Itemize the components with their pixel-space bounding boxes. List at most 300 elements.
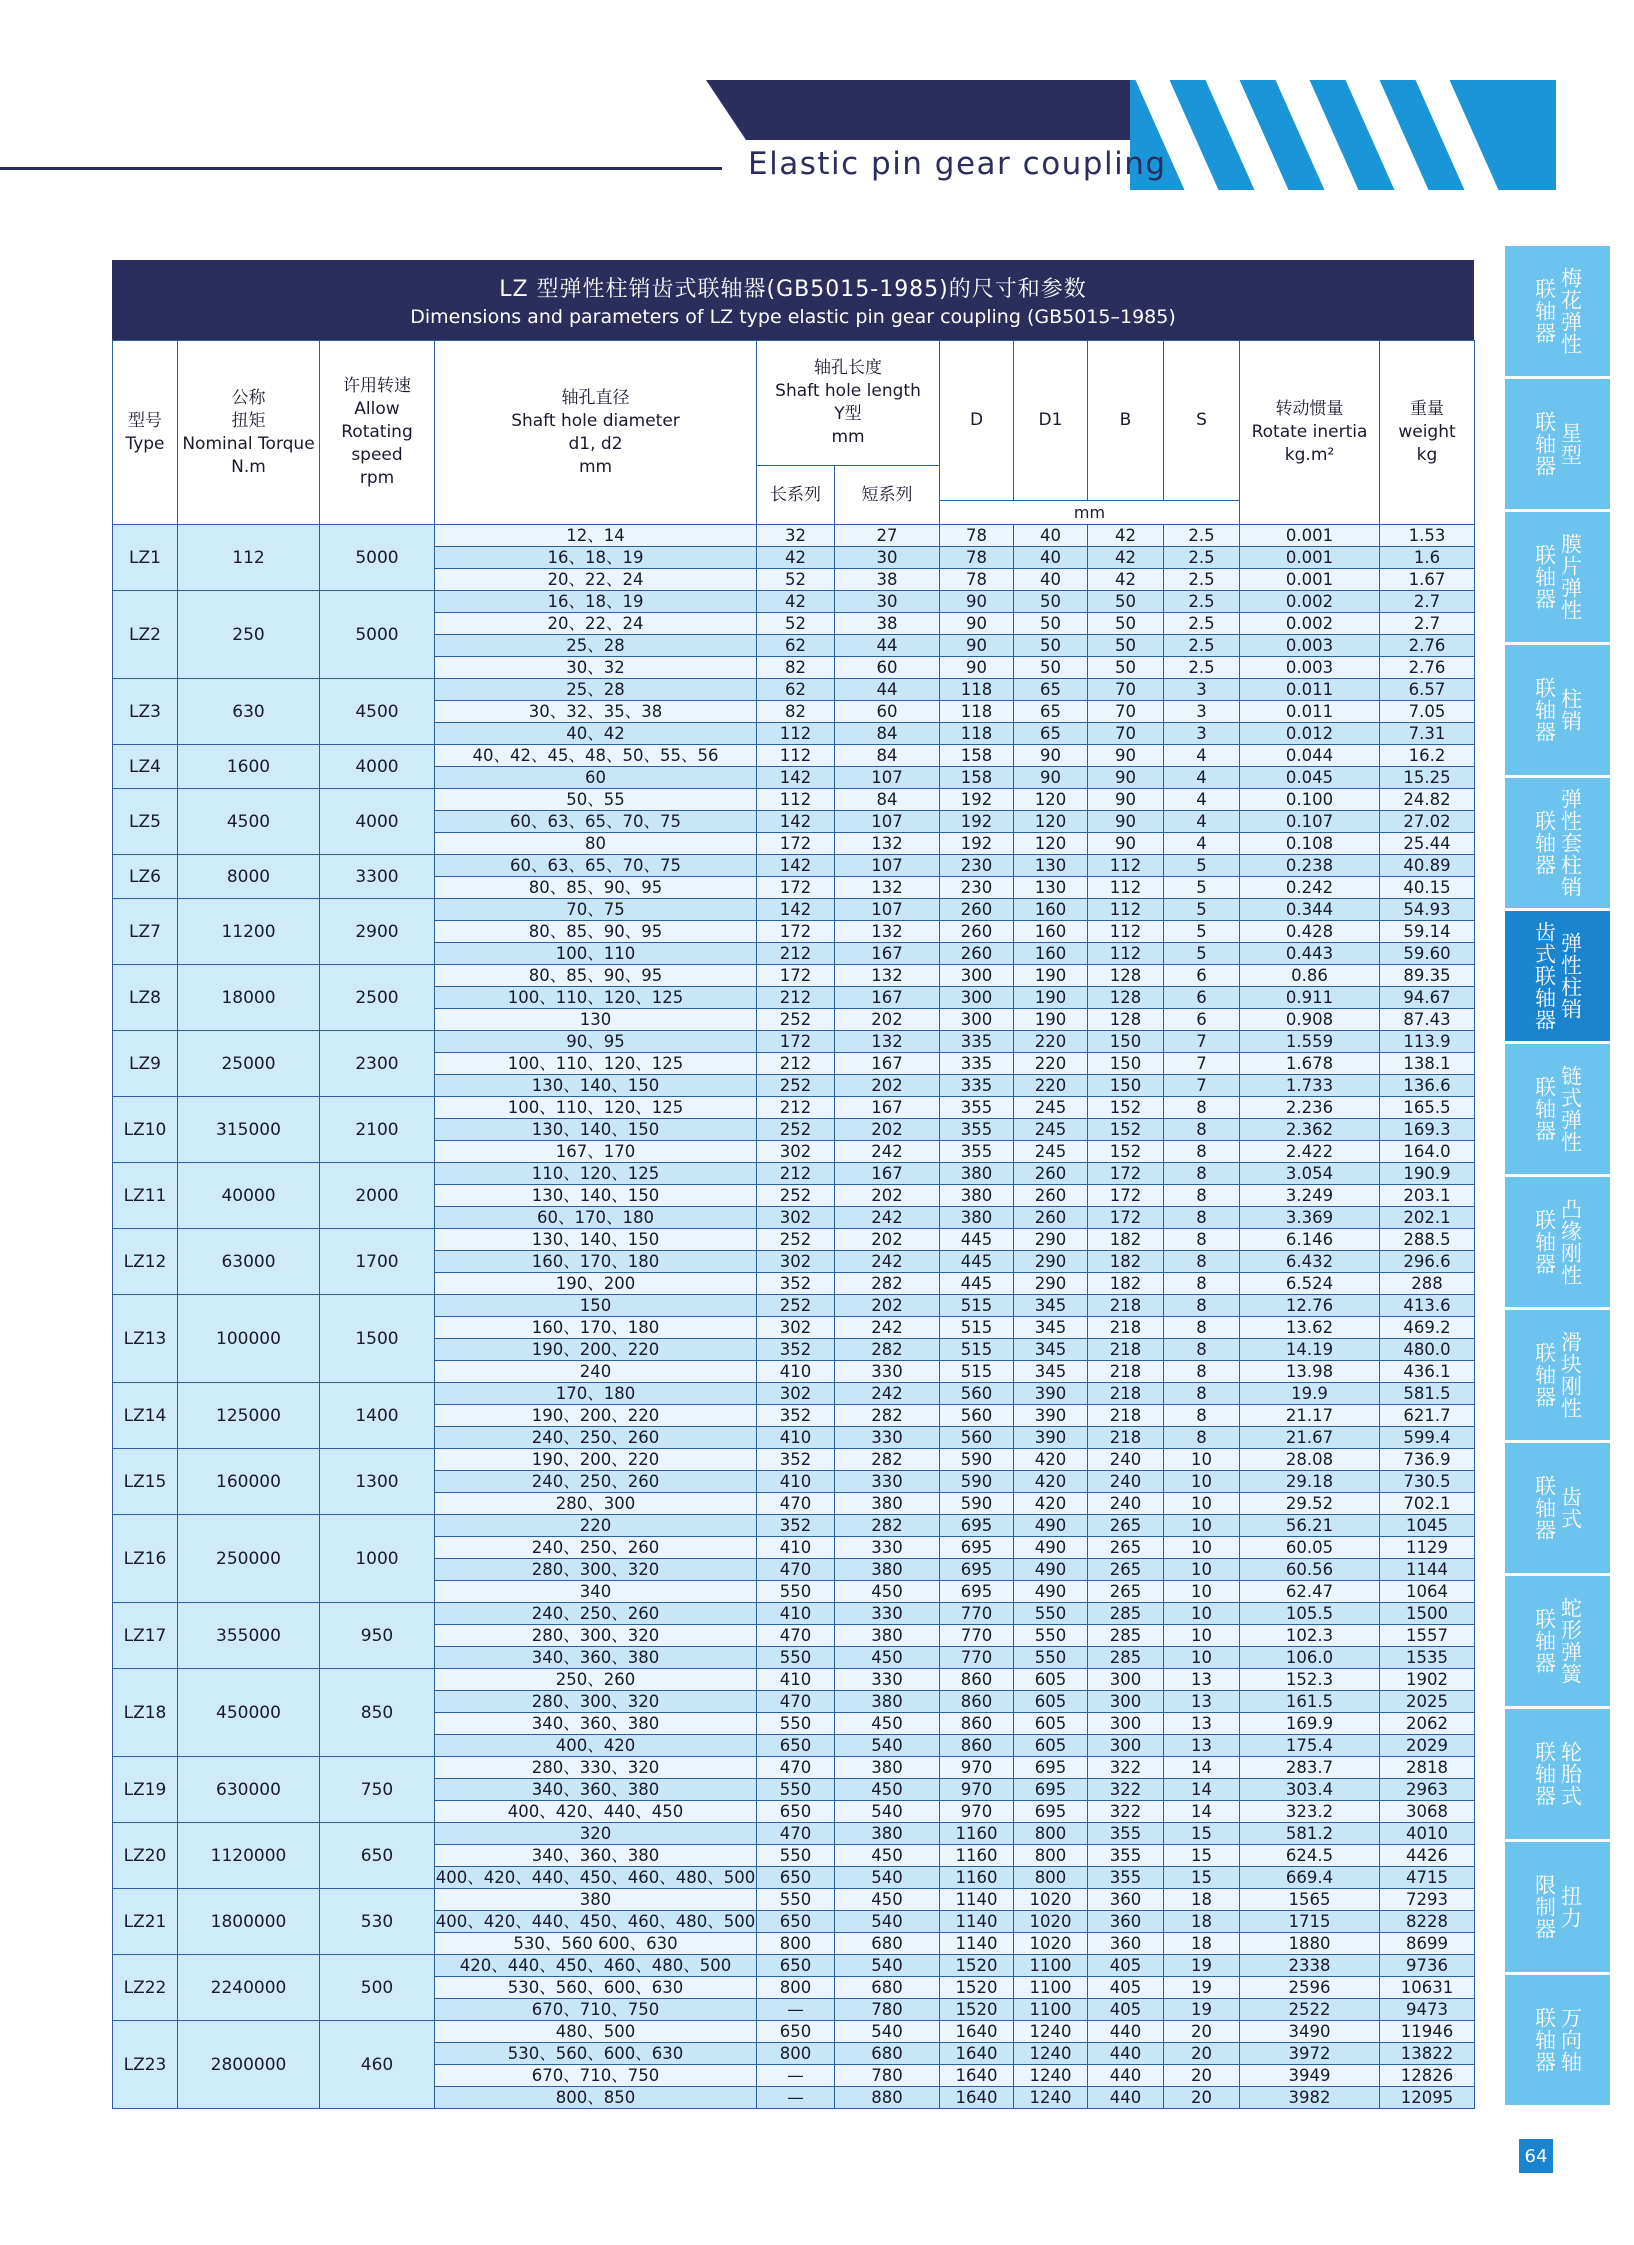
cell-weight: 113.9 bbox=[1380, 1031, 1475, 1053]
side-nav-tab[interactable] bbox=[1505, 911, 1610, 1041]
cell-inertia: 0.045 bbox=[1240, 767, 1380, 789]
cell-diameter: 130、140、150 bbox=[435, 1119, 757, 1141]
cell-D1: 290 bbox=[1014, 1229, 1088, 1251]
cell-type: LZ15 bbox=[113, 1449, 178, 1515]
cell-length-long: 82 bbox=[757, 701, 835, 723]
cell-S: 10 bbox=[1164, 1581, 1240, 1603]
cell-length-long: — bbox=[757, 1999, 835, 2021]
cell-S: 14 bbox=[1164, 1801, 1240, 1823]
cell-weight: 165.5 bbox=[1380, 1097, 1475, 1119]
cell-D1: 1020 bbox=[1014, 1911, 1088, 1933]
cell-length-long: 410 bbox=[757, 1361, 835, 1383]
cell-length-long: 302 bbox=[757, 1383, 835, 1405]
cell-D: 90 bbox=[940, 613, 1014, 635]
cell-D: 300 bbox=[940, 987, 1014, 1009]
cell-S: 7 bbox=[1164, 1075, 1240, 1097]
cell-speed: 4000 bbox=[320, 745, 435, 789]
cell-length-short: 107 bbox=[835, 767, 940, 789]
cell-weight: 2.76 bbox=[1380, 657, 1475, 679]
cell-D: 560 bbox=[940, 1427, 1014, 1449]
cell-length-long: 650 bbox=[757, 1801, 835, 1823]
cell-diameter: 20、22、24 bbox=[435, 569, 757, 591]
cell-S: 5 bbox=[1164, 877, 1240, 899]
cell-inertia: 0.86 bbox=[1240, 965, 1380, 987]
cell-diameter: 190、200 bbox=[435, 1273, 757, 1295]
cell-D: 90 bbox=[940, 591, 1014, 613]
cell-S: 8 bbox=[1164, 1251, 1240, 1273]
side-nav-tab[interactable] bbox=[1505, 1709, 1610, 1839]
cell-length-long: 470 bbox=[757, 1757, 835, 1779]
side-nav-tab-label: 万向轴 bbox=[1558, 2007, 1583, 2073]
cell-S: 8 bbox=[1164, 1295, 1240, 1317]
cell-inertia: 13.98 bbox=[1240, 1361, 1380, 1383]
cell-diameter: 167、170 bbox=[435, 1141, 757, 1163]
side-nav-tab[interactable] bbox=[1505, 379, 1610, 509]
cell-weight: 1.53 bbox=[1380, 525, 1475, 547]
side-nav-tab[interactable] bbox=[1505, 512, 1610, 642]
cell-B: 150 bbox=[1088, 1053, 1164, 1075]
cell-length-long: 52 bbox=[757, 569, 835, 591]
side-nav-tab[interactable] bbox=[1505, 1443, 1610, 1573]
cell-diameter: 480、500 bbox=[435, 2021, 757, 2043]
cell-length-long: 42 bbox=[757, 591, 835, 613]
cell-diameter: 240、250、260 bbox=[435, 1427, 757, 1449]
table-row bbox=[113, 1603, 1475, 1625]
cell-D1: 90 bbox=[1014, 767, 1088, 789]
cell-diameter: 240、250、260 bbox=[435, 1603, 757, 1625]
cell-speed: 1300 bbox=[320, 1449, 435, 1515]
cell-inertia: 28.08 bbox=[1240, 1449, 1380, 1471]
cell-D1: 550 bbox=[1014, 1647, 1088, 1669]
cell-length-short: 84 bbox=[835, 789, 940, 811]
cell-length-long: 410 bbox=[757, 1471, 835, 1493]
cell-weight: 202.1 bbox=[1380, 1207, 1475, 1229]
cell-D1: 190 bbox=[1014, 1009, 1088, 1031]
col-header-weight: 重量 weight kg bbox=[1380, 341, 1475, 525]
cell-inertia: 2.236 bbox=[1240, 1097, 1380, 1119]
cell-inertia: 0.003 bbox=[1240, 657, 1380, 679]
cell-inertia: 29.52 bbox=[1240, 1493, 1380, 1515]
cell-B: 405 bbox=[1088, 1955, 1164, 1977]
cell-D1: 65 bbox=[1014, 723, 1088, 745]
cell-length-short: 60 bbox=[835, 657, 940, 679]
cell-length-long: 352 bbox=[757, 1339, 835, 1361]
cell-D1: 800 bbox=[1014, 1823, 1088, 1845]
cell-diameter: 80、85、90、95 bbox=[435, 965, 757, 987]
cell-length-long: 172 bbox=[757, 965, 835, 987]
cell-D: 260 bbox=[940, 899, 1014, 921]
cell-D: 158 bbox=[940, 745, 1014, 767]
cell-length-short: 60 bbox=[835, 701, 940, 723]
cell-D1: 345 bbox=[1014, 1295, 1088, 1317]
cell-diameter: 670、710、750 bbox=[435, 2065, 757, 2087]
cell-S: 2.5 bbox=[1164, 547, 1240, 569]
cell-type: LZ2 bbox=[113, 591, 178, 679]
cell-speed: 460 bbox=[320, 2021, 435, 2109]
cell-speed: 850 bbox=[320, 1669, 435, 1757]
cell-length-long: 352 bbox=[757, 1405, 835, 1427]
cell-S: 3 bbox=[1164, 723, 1240, 745]
side-nav-tab-label: 联轴器 bbox=[1532, 544, 1557, 610]
col-header-length-long: 长系列 bbox=[757, 466, 835, 525]
cell-length-long: 470 bbox=[757, 1625, 835, 1647]
cell-D: 590 bbox=[940, 1449, 1014, 1471]
cell-D1: 490 bbox=[1014, 1537, 1088, 1559]
side-nav-tab-label: 联轴器 bbox=[1532, 1342, 1557, 1408]
cell-torque: 1800000 bbox=[178, 1889, 320, 1955]
cell-D1: 260 bbox=[1014, 1185, 1088, 1207]
cell-D1: 1240 bbox=[1014, 2087, 1088, 2109]
cell-weight: 2.7 bbox=[1380, 613, 1475, 635]
cell-D: 515 bbox=[940, 1339, 1014, 1361]
cell-inertia: 624.5 bbox=[1240, 1845, 1380, 1867]
cell-D1: 220 bbox=[1014, 1031, 1088, 1053]
cell-D: 560 bbox=[940, 1405, 1014, 1427]
cell-D1: 1240 bbox=[1014, 2043, 1088, 2065]
cell-length-long: 352 bbox=[757, 1449, 835, 1471]
cell-length-long: 142 bbox=[757, 767, 835, 789]
cell-weight: 94.67 bbox=[1380, 987, 1475, 1009]
cell-type: LZ21 bbox=[113, 1889, 178, 1955]
side-nav-tab-label: 联轴器 bbox=[1532, 411, 1557, 477]
cell-weight: 4426 bbox=[1380, 1845, 1475, 1867]
cell-length-long: 172 bbox=[757, 1031, 835, 1053]
cell-inertia: 14.19 bbox=[1240, 1339, 1380, 1361]
cell-type: LZ11 bbox=[113, 1163, 178, 1229]
cell-S: 4 bbox=[1164, 833, 1240, 855]
cell-inertia: 3.249 bbox=[1240, 1185, 1380, 1207]
cell-length-short: 330 bbox=[835, 1537, 940, 1559]
cell-length-short: 132 bbox=[835, 877, 940, 899]
cell-inertia: 0.001 bbox=[1240, 525, 1380, 547]
spec-table bbox=[112, 340, 1475, 2109]
cell-S: 2.5 bbox=[1164, 657, 1240, 679]
cell-type: LZ16 bbox=[113, 1515, 178, 1603]
cell-D: 770 bbox=[940, 1603, 1014, 1625]
col-header-D: D bbox=[940, 341, 1014, 501]
cell-length-short: 282 bbox=[835, 1515, 940, 1537]
cell-weight: 621.7 bbox=[1380, 1405, 1475, 1427]
cell-inertia: 0.428 bbox=[1240, 921, 1380, 943]
cell-length-long: 82 bbox=[757, 657, 835, 679]
cell-weight: 27.02 bbox=[1380, 811, 1475, 833]
cell-S: 3 bbox=[1164, 679, 1240, 701]
cell-D: 1160 bbox=[940, 1845, 1014, 1867]
cell-length-short: 380 bbox=[835, 1559, 940, 1581]
cell-length-short: 282 bbox=[835, 1405, 940, 1427]
cell-D: 335 bbox=[940, 1031, 1014, 1053]
cell-weight: 1.67 bbox=[1380, 569, 1475, 591]
table-row bbox=[113, 1097, 1475, 1119]
cell-inertia: 0.001 bbox=[1240, 547, 1380, 569]
cell-length-long: 212 bbox=[757, 1053, 835, 1075]
cell-weight: 2963 bbox=[1380, 1779, 1475, 1801]
cell-length-long: 470 bbox=[757, 1823, 835, 1845]
cell-D: 355 bbox=[940, 1097, 1014, 1119]
cell-type: LZ7 bbox=[113, 899, 178, 965]
cell-inertia: 0.911 bbox=[1240, 987, 1380, 1009]
cell-S: 10 bbox=[1164, 1515, 1240, 1537]
cell-B: 218 bbox=[1088, 1317, 1164, 1339]
cell-S: 3 bbox=[1164, 701, 1240, 723]
cell-diameter: 30、32 bbox=[435, 657, 757, 679]
cell-length-short: 540 bbox=[835, 1867, 940, 1889]
cell-inertia: 2596 bbox=[1240, 1977, 1380, 1999]
cell-D: 260 bbox=[940, 943, 1014, 965]
cell-D: 860 bbox=[940, 1691, 1014, 1713]
cell-length-short: 282 bbox=[835, 1449, 940, 1471]
col-header-diameter: 轴孔直径 Shaft hole diameter d1, d2 mm bbox=[435, 341, 757, 525]
side-nav-tab-label: 弹性套柱销 bbox=[1558, 788, 1583, 898]
side-nav-tab[interactable] bbox=[1505, 1975, 1610, 2105]
cell-diameter: 400、420、440、450、460、480、500 bbox=[435, 1911, 756, 1931]
cell-D1: 490 bbox=[1014, 1515, 1088, 1537]
cell-B: 112 bbox=[1088, 855, 1164, 877]
cell-B: 112 bbox=[1088, 899, 1164, 921]
cell-D: 770 bbox=[940, 1647, 1014, 1669]
cell-B: 150 bbox=[1088, 1031, 1164, 1053]
side-nav-tab-label: 弹性柱销 bbox=[1558, 932, 1583, 1020]
cell-length-long: 470 bbox=[757, 1691, 835, 1713]
col-header-B: B bbox=[1088, 341, 1164, 501]
cell-length-long: 550 bbox=[757, 1581, 835, 1603]
cell-weight: 59.60 bbox=[1380, 943, 1475, 965]
cell-D1: 1100 bbox=[1014, 1999, 1088, 2021]
side-nav-tab[interactable] bbox=[1505, 1310, 1610, 1440]
cell-speed: 4000 bbox=[320, 789, 435, 855]
cell-diameter: 25、28 bbox=[435, 679, 757, 701]
table-row bbox=[113, 745, 1475, 767]
cell-length-long: 650 bbox=[757, 1911, 835, 1933]
cell-speed: 2300 bbox=[320, 1031, 435, 1097]
cell-D: 1160 bbox=[940, 1823, 1014, 1845]
cell-torque: 8000 bbox=[178, 855, 320, 899]
side-nav bbox=[1505, 246, 1610, 2108]
cell-diameter: 25、28 bbox=[435, 635, 757, 657]
cell-weight: 2818 bbox=[1380, 1757, 1475, 1779]
cell-length-long: 252 bbox=[757, 1295, 835, 1317]
cell-S: 4 bbox=[1164, 789, 1240, 811]
cell-B: 285 bbox=[1088, 1625, 1164, 1647]
cell-length-long: 800 bbox=[757, 2043, 835, 2065]
cell-inertia: 106.0 bbox=[1240, 1647, 1380, 1669]
cell-torque: 63000 bbox=[178, 1229, 320, 1295]
cell-weight: 89.35 bbox=[1380, 965, 1475, 987]
cell-B: 150 bbox=[1088, 1075, 1164, 1097]
cell-weight: 413.6 bbox=[1380, 1295, 1475, 1317]
cell-B: 90 bbox=[1088, 767, 1164, 789]
cell-type: LZ18 bbox=[113, 1669, 178, 1757]
cell-weight: 9473 bbox=[1380, 1999, 1475, 2021]
cell-inertia: 60.56 bbox=[1240, 1559, 1380, 1581]
cell-weight: 54.93 bbox=[1380, 899, 1475, 921]
cell-D1: 695 bbox=[1014, 1779, 1088, 1801]
cell-D: 192 bbox=[940, 811, 1014, 833]
cell-D1: 390 bbox=[1014, 1427, 1088, 1449]
cell-weight: 469.2 bbox=[1380, 1317, 1475, 1339]
cell-inertia: 0.443 bbox=[1240, 943, 1380, 965]
cell-B: 440 bbox=[1088, 2021, 1164, 2043]
table-row bbox=[113, 591, 1475, 613]
cell-B: 218 bbox=[1088, 1339, 1164, 1361]
cell-D1: 695 bbox=[1014, 1757, 1088, 1779]
cell-weight: 736.9 bbox=[1380, 1449, 1475, 1471]
cell-inertia: 161.5 bbox=[1240, 1691, 1380, 1713]
cell-diameter: 20、22、24 bbox=[435, 613, 757, 635]
cell-D1: 800 bbox=[1014, 1867, 1088, 1889]
cell-D1: 90 bbox=[1014, 745, 1088, 767]
cell-weight: 10631 bbox=[1380, 1977, 1475, 1999]
cell-inertia: 1.733 bbox=[1240, 1075, 1380, 1097]
cell-inertia: 175.4 bbox=[1240, 1735, 1380, 1757]
cell-inertia: 669.4 bbox=[1240, 1867, 1380, 1889]
cell-length-short: 132 bbox=[835, 833, 940, 855]
side-nav-tab-label: 轮胎式 bbox=[1558, 1741, 1583, 1807]
cell-B: 182 bbox=[1088, 1251, 1164, 1273]
cell-length-short: 540 bbox=[835, 1955, 940, 1977]
cell-weight: 1045 bbox=[1380, 1515, 1475, 1537]
cell-length-short: 242 bbox=[835, 1141, 940, 1163]
table-row bbox=[113, 1757, 1475, 1779]
side-nav-tab[interactable] bbox=[1505, 778, 1610, 908]
cell-B: 265 bbox=[1088, 1559, 1164, 1581]
cell-weight: 190.9 bbox=[1380, 1163, 1475, 1185]
cell-S: 18 bbox=[1164, 1911, 1240, 1933]
cell-B: 322 bbox=[1088, 1779, 1164, 1801]
cell-D: 445 bbox=[940, 1251, 1014, 1273]
cell-B: 360 bbox=[1088, 1933, 1164, 1955]
cell-weight: 480.0 bbox=[1380, 1339, 1475, 1361]
cell-torque: 112 bbox=[178, 525, 320, 591]
cell-B: 360 bbox=[1088, 1911, 1164, 1933]
cell-weight: 288 bbox=[1380, 1273, 1475, 1295]
side-nav-tab[interactable] bbox=[1505, 1842, 1610, 1972]
cell-length-short: 680 bbox=[835, 1933, 940, 1955]
col-header-dims-unit: mm bbox=[940, 501, 1240, 525]
cell-D: 1520 bbox=[940, 1999, 1014, 2021]
cell-length-short: 84 bbox=[835, 745, 940, 767]
cell-length-short: 680 bbox=[835, 2043, 940, 2065]
cell-type: LZ3 bbox=[113, 679, 178, 745]
cell-S: 7 bbox=[1164, 1031, 1240, 1053]
cell-speed: 530 bbox=[320, 1889, 435, 1955]
cell-weight: 7.31 bbox=[1380, 723, 1475, 745]
cell-length-short: 84 bbox=[835, 723, 940, 745]
cell-B: 440 bbox=[1088, 2087, 1164, 2109]
side-nav-tab[interactable] bbox=[1505, 645, 1610, 775]
cell-D: 1160 bbox=[940, 1867, 1014, 1889]
cell-length-short: 540 bbox=[835, 1911, 940, 1933]
cell-diameter: 40、42、45、48、50、55、56 bbox=[435, 745, 757, 767]
cell-S: 6 bbox=[1164, 1009, 1240, 1031]
cell-B: 50 bbox=[1088, 635, 1164, 657]
cell-weight: 436.1 bbox=[1380, 1361, 1475, 1383]
cell-weight: 7.05 bbox=[1380, 701, 1475, 723]
cell-D: 192 bbox=[940, 789, 1014, 811]
cell-B: 182 bbox=[1088, 1273, 1164, 1295]
cell-diameter: 90、95 bbox=[435, 1031, 757, 1053]
cell-length-short: 30 bbox=[835, 591, 940, 613]
cell-speed: 5000 bbox=[320, 525, 435, 591]
cell-diameter: 240、250、260 bbox=[435, 1471, 757, 1493]
cell-length-long: 252 bbox=[757, 1185, 835, 1207]
cell-length-long: 302 bbox=[757, 1141, 835, 1163]
cell-length-short: 282 bbox=[835, 1273, 940, 1295]
cell-weight: 1.6 bbox=[1380, 547, 1475, 569]
cell-diameter: 530、560 600、630 bbox=[435, 1933, 757, 1955]
cell-inertia: 0.044 bbox=[1240, 745, 1380, 767]
cell-B: 218 bbox=[1088, 1405, 1164, 1427]
cell-B: 355 bbox=[1088, 1823, 1164, 1845]
side-nav-tab[interactable] bbox=[1505, 1576, 1610, 1706]
cell-S: 10 bbox=[1164, 1449, 1240, 1471]
cell-weight: 40.89 bbox=[1380, 855, 1475, 877]
table-row bbox=[113, 1669, 1475, 1691]
cell-D: 860 bbox=[940, 1735, 1014, 1757]
cell-D: 335 bbox=[940, 1075, 1014, 1097]
cell-D1: 120 bbox=[1014, 811, 1088, 833]
cell-type: LZ23 bbox=[113, 2021, 178, 2109]
cell-S: 10 bbox=[1164, 1559, 1240, 1581]
cell-inertia: 0.107 bbox=[1240, 811, 1380, 833]
table-row bbox=[113, 1295, 1475, 1317]
cell-S: 18 bbox=[1164, 1889, 1240, 1911]
cell-weight: 1557 bbox=[1380, 1625, 1475, 1647]
cell-weight: 7293 bbox=[1380, 1889, 1475, 1911]
cell-length-short: 38 bbox=[835, 569, 940, 591]
cell-S: 2.5 bbox=[1164, 569, 1240, 591]
page-title: Elastic pin gear coupling bbox=[748, 146, 1167, 182]
cell-speed: 5000 bbox=[320, 591, 435, 679]
cell-length-short: 30 bbox=[835, 547, 940, 569]
side-nav-tab[interactable] bbox=[1505, 1044, 1610, 1174]
cell-B: 152 bbox=[1088, 1097, 1164, 1119]
cell-speed: 1500 bbox=[320, 1295, 435, 1383]
cell-B: 112 bbox=[1088, 921, 1164, 943]
cell-length-long: 52 bbox=[757, 613, 835, 635]
cell-S: 8 bbox=[1164, 1273, 1240, 1295]
cell-length-long: 550 bbox=[757, 1713, 835, 1735]
cell-D1: 130 bbox=[1014, 877, 1088, 899]
cell-inertia: 13.62 bbox=[1240, 1317, 1380, 1339]
cell-B: 440 bbox=[1088, 2065, 1164, 2087]
cell-diameter: 190、200、220 bbox=[435, 1405, 757, 1427]
cell-type: LZ17 bbox=[113, 1603, 178, 1669]
cell-length-short: 167 bbox=[835, 1163, 940, 1185]
cell-weight: 1500 bbox=[1380, 1603, 1475, 1625]
cell-S: 15 bbox=[1164, 1823, 1240, 1845]
cell-weight: 169.3 bbox=[1380, 1119, 1475, 1141]
page-number: 64 bbox=[1519, 2139, 1553, 2173]
cell-diameter: 130 bbox=[435, 1009, 757, 1031]
cell-speed: 2500 bbox=[320, 965, 435, 1031]
cell-B: 265 bbox=[1088, 1581, 1164, 1603]
cell-diameter: 530、560、600、630 bbox=[435, 2043, 757, 2065]
cell-length-long: 650 bbox=[757, 1735, 835, 1757]
cell-type: LZ4 bbox=[113, 745, 178, 789]
cell-B: 90 bbox=[1088, 789, 1164, 811]
cell-length-long: 470 bbox=[757, 1493, 835, 1515]
cell-D1: 1100 bbox=[1014, 1955, 1088, 1977]
cell-weight: 11946 bbox=[1380, 2021, 1475, 2043]
side-nav-tab[interactable] bbox=[1505, 1177, 1610, 1307]
cell-B: 90 bbox=[1088, 745, 1164, 767]
cell-length-short: 107 bbox=[835, 855, 940, 877]
cell-inertia: 0.011 bbox=[1240, 679, 1380, 701]
cell-inertia: 2.362 bbox=[1240, 1119, 1380, 1141]
side-nav-tab[interactable] bbox=[1505, 246, 1610, 376]
cell-B: 112 bbox=[1088, 877, 1164, 899]
